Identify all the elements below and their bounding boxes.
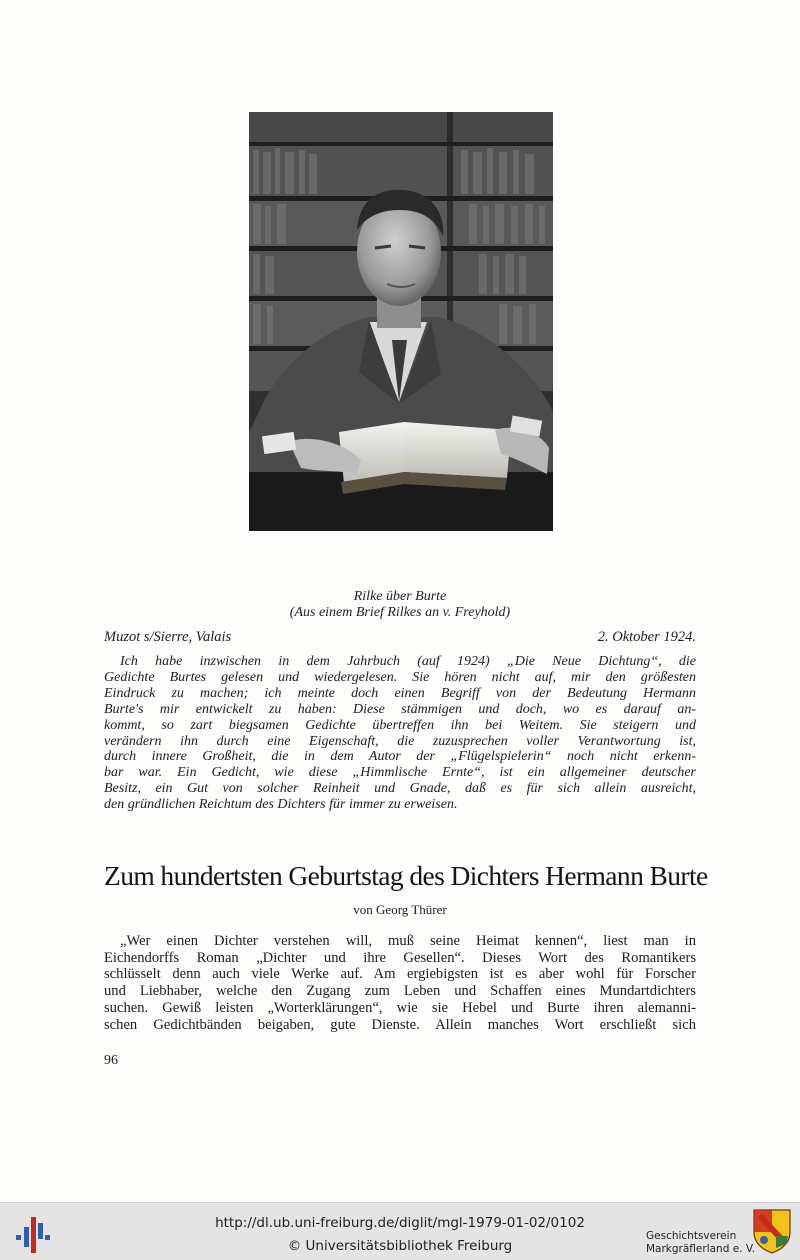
portrait-photo [249, 112, 553, 531]
footer-copyright: © Universitätsbibliothek Freiburg [287, 1238, 513, 1254]
letter-line: bar war. Ein Gedicht, wie diese „Himmlische Ernte“, ist ein allgemeiner deutscher [104, 765, 696, 781]
society-name-line1: Geschichtsverein [646, 1230, 737, 1242]
letter-line: Burte's mir entwickelt zu haben: Diese stämmigen und doch, wo es darauf an- [104, 701, 696, 717]
page-number: 96 [104, 1053, 118, 1068]
body-line: suchen. Gewiß leisten „Worterklärungen“, wie sie Hebel und Burte ihren alemanni- [104, 999, 696, 1016]
footer-url-link[interactable]: http://dl.ub.uni-freiburg.de/diglit/mgl-1979-01-02/0102 [215, 1215, 585, 1231]
body-line: Eichendorffs Roman „Dichter und ihre Gesellen“. Dieses Wort des Romantikers [104, 949, 696, 966]
letter-text [104, 654, 696, 813]
article-byline: von Georg Thürer [353, 902, 447, 917]
body-line: schlüsselt denn auch viele Werke auf. Am ergiebigsten ist es aber wohl für Forscher [104, 966, 696, 983]
letter-line: durch innere Großheit, die in dem Autor der „Flügelspielerin“ noch nicht erkenn- [104, 749, 696, 765]
body-line: „Wer einen Dichter verstehen will, muß seine Heimat kennen“, liest man in [120, 933, 696, 949]
letter-line: Eindruck zu machen; ich meinte doch einen Begriff von der Bedeutung Hermann [104, 685, 696, 701]
society-name [646, 1230, 755, 1256]
body-line: schen Gedichtbänden beigaben, gute Dienste. Allein manches Wort erschließt sich [104, 1016, 696, 1033]
letter-line: Gedichte Burtes gelesen und wiedergelesen. Sie hören nicht auf, mir den größesten [104, 669, 696, 685]
article-body [104, 933, 696, 1033]
article-title: Zum hundertsten Geburtstag des Dichters Hermann Burte [104, 860, 708, 891]
letter-line: den gründlichen Reichtum des Dichters für immer zu erweisen. [104, 797, 458, 813]
letter-line: verändern ihn durch eine Eigenschaft, die zuzusprechen voller Verantwortung ist, [104, 733, 696, 749]
letter-line: Besitz, ein Gut von solcher Reinheit und Gnade, daß es für sich allein ausreicht, [104, 781, 696, 797]
letter-line: Ich habe inzwischen in dem Jahrbuch (auf 1924) „Die Neue Dichtung“, die [120, 654, 696, 669]
body-line: und Liebhaber, welche den Zugang zum Leben und Schaffen eines Mundartdichters [104, 983, 696, 1000]
portrait-photo-illustration [249, 112, 553, 531]
society-name-line2: Markgräflerland e. V. [646, 1243, 756, 1255]
letter-place: Muzot s/Sierre, Valais [104, 629, 232, 645]
letter-line: kommt, so zart biegsamen Gedichte übertreffen ihn bei Weitem. Sie steigern und [104, 717, 696, 733]
coat-of-arms-icon[interactable] [752, 1208, 792, 1254]
letter-title: Rilke über Burte [353, 589, 447, 604]
letter-date: 2. Oktober 1924. [597, 629, 696, 645]
letter-subtitle: (Aus einem Brief Rilkes an v. Freyhold) [289, 605, 511, 620]
